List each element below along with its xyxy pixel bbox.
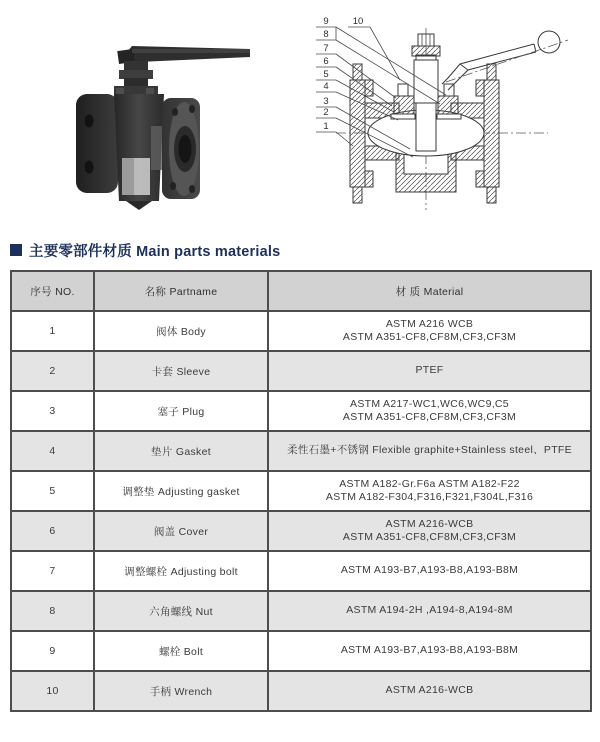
header-partname: 名称 Partname [94, 271, 268, 311]
cell-material: ASTM A194-2H ,A194-8,A194-8M [268, 591, 591, 631]
cell-no: 3 [11, 391, 94, 431]
cell-partname: 卡套 Sleeve [94, 351, 268, 391]
materials-table [10, 270, 592, 712]
callout-2: 2 [323, 107, 329, 118]
valve-section-drawing [296, 0, 600, 227]
cell-no: 1 [11, 311, 94, 351]
cell-material: PTEF [268, 351, 591, 391]
valve-photo [58, 8, 300, 218]
table-row [11, 591, 591, 631]
table-row [11, 631, 591, 671]
header-material: 材 质 Material [268, 271, 591, 311]
cell-material: 柔性石墨+不锈钢 Flexible graphite+Stainless steel、PTFE [268, 431, 591, 471]
section-header [10, 241, 280, 259]
table-row [11, 391, 591, 431]
table-row [11, 551, 591, 591]
section-title: 主要零部件材质 Main parts materials [29, 243, 281, 260]
cell-partname: 垫片 Gasket [94, 431, 268, 471]
callout-1: 1 [323, 121, 329, 132]
cell-material: ASTM A193-B7,A193-B8,A193-B8M [268, 631, 591, 671]
cell-partname: 塞子 Plug [94, 391, 268, 431]
drawing-handle-ball [538, 31, 560, 53]
cell-partname: 调整垫 Adjusting gasket [94, 471, 268, 511]
cell-no: 5 [11, 471, 94, 511]
callout-7: 7 [323, 43, 329, 54]
photo-stem [114, 61, 158, 97]
callout-6: 6 [323, 56, 329, 67]
cell-no: 2 [11, 351, 94, 391]
table-header-row [11, 271, 591, 311]
callout-5: 5 [323, 69, 329, 80]
callout-4: 4 [323, 81, 329, 92]
photo-left-flange [76, 94, 118, 193]
callout-9: 9 [323, 16, 329, 27]
callout-3: 3 [323, 96, 329, 107]
cell-partname: 六角螺线 Nut [94, 591, 268, 631]
table-row [11, 311, 591, 351]
cell-no: 4 [11, 431, 94, 471]
cell-no: 7 [11, 551, 94, 591]
cell-no: 8 [11, 591, 94, 631]
cell-material: ASTM A216 WCB ASTM A351-CF8,CF8M,CF3,CF3M [268, 311, 591, 351]
cell-no: 6 [11, 511, 94, 551]
cell-material: ASTM A217-WC1,WC6,WC9,C5 ASTM A351-CF8,CF8M,CF3,CF3M [268, 391, 591, 431]
valve-section-svg [296, 0, 600, 222]
cell-material: ASTM A193-B7,A193-B8,A193-B8M [268, 551, 591, 591]
cell-no: 9 [11, 631, 94, 671]
photo-body [114, 94, 164, 210]
cell-partname: 手柄 Wrench [94, 671, 268, 711]
callout-8: 8 [323, 29, 329, 40]
table-row [11, 351, 591, 391]
table-row [11, 471, 591, 511]
cell-material: ASTM A216-WCB ASTM A351-CF8,CF8M,CF3,CF3M [268, 511, 591, 551]
drawing-handle [442, 31, 568, 90]
cell-partname: 螺栓 Bolt [94, 631, 268, 671]
square-bullet-icon [10, 244, 22, 256]
cell-partname: 阀盖 Cover [94, 511, 268, 551]
header-no: 序号 NO. [11, 271, 94, 311]
table-row [11, 671, 591, 711]
table-row [11, 431, 591, 471]
table-row [11, 511, 591, 551]
callout-10: 10 [352, 16, 364, 27]
cell-material: ASTM A182-Gr.F6a ASTM A182-F22 ASTM A182-F304,F316,F321,F304L,F316 [268, 471, 591, 511]
photo-right-flange [162, 98, 200, 199]
cell-material: ASTM A216-WCB [268, 671, 591, 711]
valve-photo-svg [58, 8, 300, 213]
cell-partname: 调整螺栓 Adjusting bolt [94, 551, 268, 591]
cell-no: 10 [11, 671, 94, 711]
cell-partname: 阀体 Body [94, 311, 268, 351]
